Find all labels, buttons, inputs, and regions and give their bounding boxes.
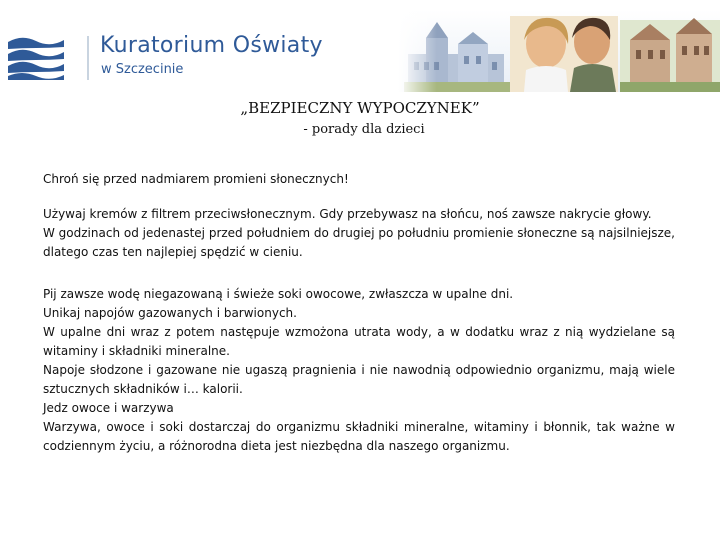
brand-title: Kuratorium Oświaty (100, 33, 323, 58)
page-header (0, 0, 720, 95)
banner-photo-collage (398, 10, 720, 92)
document-body (43, 170, 675, 456)
brand-subtitle: w Szczecinie (101, 62, 184, 77)
spacer (43, 262, 675, 285)
paragraph: W upalne dni wraz z potem następuje wzmożona utrata wody, a w dodatku wraz z nią wydzielane są witaminy i składniki mineralne. (43, 325, 675, 358)
paragraph: Pij zawsze wodę niegazowaną i świeże soki owocowe, zwłaszcza w upalne dni. (43, 287, 514, 301)
paragraph: Unikaj napojów gazowanych i barwionych. (43, 306, 297, 320)
paragraph: Napoje słodzone i gazowane nie ugaszą pragnienia i nie nawodnią odpowiednio organizmu, mają wiele sztucznych składników i… kalorii. (43, 363, 675, 396)
logo-divider (87, 36, 89, 80)
paragraph: Warzywa, owoce i soki dostarczaj do organizmu składniki mineralne, witaminy i błonnik, tak ważne w codziennym życiu, a różnorodna dieta jest niezbędna dla naszego organizmu. (43, 420, 675, 453)
paragraph: W godzinach od jedenastej przed południem do drugiej po południu promienie słoneczne są najsilniejsze, dlatego czas ten najlepiej spędzić w cieniu. (43, 226, 675, 259)
paragraph: Jedz owoce i warzywa (43, 401, 174, 415)
document-title: „BEZPIECZNY WYPOCZYNEK” (240, 99, 480, 117)
paragraph: Używaj kremów z filtrem przeciwsłonecznym. Gdy przebywasz na słońcu, noś zawsze nakrycie głowy. (43, 207, 652, 221)
section-heading: Chroń się przed nadmiarem promieni słonecznych! (43, 172, 349, 186)
document-subtitle: - porady dla dzieci (303, 122, 425, 137)
kuratorium-logo-icon (6, 32, 66, 82)
